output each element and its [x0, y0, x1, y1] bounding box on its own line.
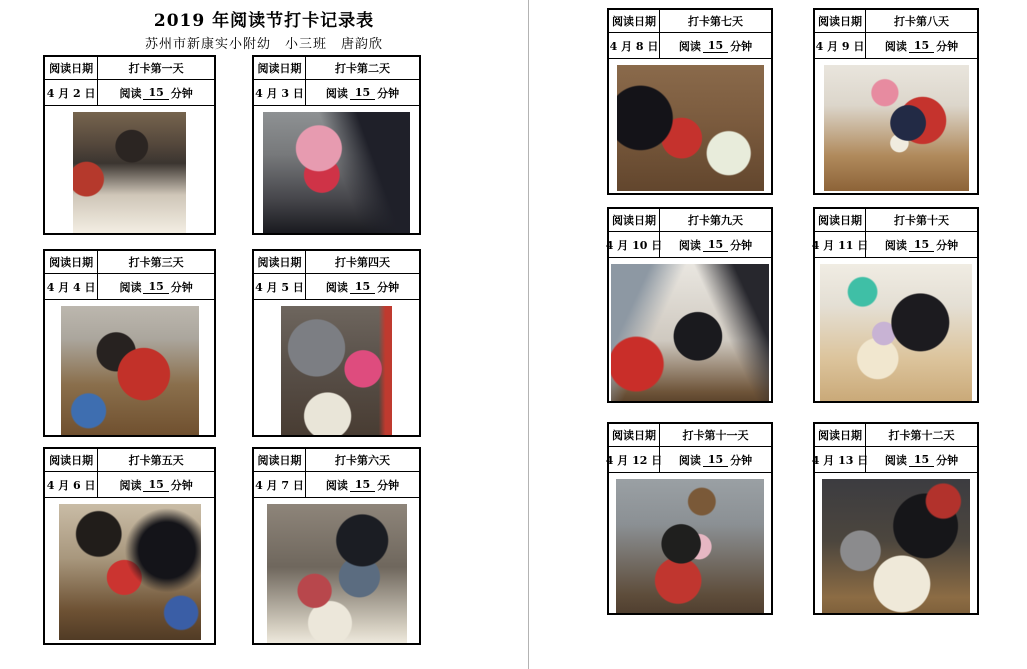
page-divider — [528, 0, 529, 669]
date-value: 4 月 13 日 — [815, 447, 866, 472]
card-header-row — [254, 251, 419, 274]
card-date-row — [605, 232, 771, 258]
checkin-card-day-10 — [813, 207, 979, 403]
minutes-value: 15 — [350, 478, 375, 492]
card-date-row — [254, 472, 419, 498]
date-value: 4 月 12 日 — [609, 447, 660, 472]
minutes-prefix: 阅读 — [119, 280, 142, 294]
date-value: 4 月 11 日 — [815, 232, 866, 257]
minutes-value: 15 — [703, 238, 728, 252]
minutes-prefix: 阅读 — [325, 478, 348, 492]
photo-cell — [609, 59, 771, 193]
reading-date-label: 阅读日期 — [45, 449, 98, 471]
minutes-value: 15 — [350, 280, 375, 294]
minutes-suffix: 分钟 — [730, 453, 753, 467]
minutes-text — [306, 274, 419, 299]
date-value: 4 月 6 日 — [45, 472, 98, 497]
minutes-prefix: 阅读 — [119, 86, 142, 100]
minutes-text — [306, 472, 419, 497]
minutes-prefix: 阅读 — [884, 238, 907, 252]
checkin-card-day-12 — [813, 422, 979, 615]
day-title: 打卡第九天 — [688, 214, 743, 227]
reading-date-label: 阅读日期 — [609, 10, 660, 32]
minutes-prefix: 阅读 — [678, 238, 701, 252]
card-date-row — [609, 33, 771, 59]
card-header-row — [815, 424, 977, 447]
reading-photo-day-5 — [59, 504, 201, 640]
photo-cell — [45, 498, 214, 643]
minutes-suffix: 分钟 — [377, 280, 400, 294]
checkin-card-day-4 — [252, 249, 421, 437]
reading-photo-day-11 — [616, 479, 764, 613]
minutes-value: 15 — [703, 39, 728, 53]
card-header-row — [254, 449, 419, 472]
photo-cell — [254, 106, 419, 233]
date-value: 4 月 10 日 — [609, 232, 660, 257]
card-header-row — [45, 251, 214, 274]
card-date-row — [605, 447, 771, 473]
card-date-row — [254, 80, 419, 106]
minutes-suffix: 分钟 — [170, 478, 193, 492]
minutes-value: 15 — [143, 478, 168, 492]
checkin-card-day-7 — [607, 8, 773, 195]
card-header-row — [45, 449, 214, 472]
card-date-row — [811, 232, 977, 258]
reading-date-label: 阅读日期 — [609, 209, 660, 231]
reading-date-label: 阅读日期 — [609, 424, 660, 446]
minutes-prefix: 阅读 — [884, 453, 907, 467]
card-header-row — [609, 209, 771, 232]
reading-date-label: 阅读日期 — [45, 251, 98, 273]
minutes-text — [660, 447, 771, 472]
minutes-value: 15 — [909, 238, 934, 252]
reading-date-label: 阅读日期 — [815, 209, 866, 231]
reading-photo-day-9 — [611, 264, 769, 401]
minutes-prefix: 阅读 — [678, 39, 701, 53]
checkin-card-day-1 — [43, 55, 216, 235]
checkin-card-day-2 — [252, 55, 421, 235]
minutes-text — [98, 472, 214, 497]
day-title: 打卡第二天 — [334, 62, 390, 75]
minutes-suffix: 分钟 — [170, 86, 193, 100]
minutes-suffix: 分钟 — [936, 39, 959, 53]
card-date-row — [811, 447, 977, 473]
photo-cell — [45, 106, 214, 233]
reading-date-label: 阅读日期 — [254, 57, 306, 79]
photo-cell — [609, 258, 771, 401]
minutes-text — [660, 33, 771, 58]
minutes-text — [866, 232, 977, 257]
reading-date-label: 阅读日期 — [45, 57, 98, 79]
day-title: 打卡第一天 — [128, 62, 184, 75]
card-header-row — [609, 424, 771, 447]
card-date-row — [45, 472, 214, 498]
reading-photo-day-12 — [822, 479, 970, 613]
minutes-value: 15 — [909, 453, 934, 467]
minutes-prefix: 阅读 — [119, 478, 142, 492]
card-date-row — [45, 274, 214, 300]
card-header-row — [609, 10, 771, 33]
reading-photo-day-1 — [73, 112, 186, 233]
minutes-suffix: 分钟 — [377, 86, 400, 100]
minutes-prefix: 阅读 — [325, 86, 348, 100]
reading-date-label: 阅读日期 — [815, 424, 866, 446]
reading-photo-day-7 — [617, 65, 764, 191]
checkin-card-day-11 — [607, 422, 773, 615]
reading-date-label: 阅读日期 — [815, 10, 866, 32]
page-title: 2019 年阅读节打卡记录表 — [153, 11, 375, 31]
date-value: 4 月 7 日 — [254, 472, 306, 497]
minutes-text — [866, 33, 977, 58]
minutes-suffix: 分钟 — [730, 39, 753, 53]
card-date-row — [45, 80, 214, 106]
minutes-value: 15 — [143, 86, 168, 100]
minutes-text — [660, 232, 771, 257]
date-value: 4 月 2 日 — [45, 80, 98, 105]
minutes-text — [98, 80, 214, 105]
photo-cell — [45, 300, 214, 435]
minutes-value: 15 — [143, 280, 168, 294]
minutes-text — [98, 274, 214, 299]
card-header-row — [815, 10, 977, 33]
day-title: 打卡第八天 — [894, 15, 949, 28]
day-title: 打卡第十一天 — [682, 429, 749, 442]
reading-photo-day-8 — [824, 65, 969, 191]
day-title: 打卡第四天 — [334, 256, 390, 269]
minutes-value: 15 — [909, 39, 934, 53]
date-value: 4 月 5 日 — [254, 274, 306, 299]
checkin-card-day-3 — [43, 249, 216, 437]
reading-photo-day-2 — [263, 112, 410, 233]
day-title: 打卡第三天 — [128, 256, 184, 269]
minutes-prefix: 阅读 — [678, 453, 701, 467]
reading-photo-day-3 — [61, 306, 199, 435]
reading-date-label: 阅读日期 — [254, 251, 306, 273]
minutes-suffix: 分钟 — [936, 238, 959, 252]
day-title: 打卡第十二天 — [888, 429, 955, 442]
date-value: 4 月 4 日 — [45, 274, 98, 299]
minutes-suffix: 分钟 — [730, 238, 753, 252]
card-header-row — [254, 57, 419, 80]
date-value: 4 月 3 日 — [254, 80, 306, 105]
minutes-prefix: 阅读 — [325, 280, 348, 294]
minutes-suffix: 分钟 — [170, 280, 193, 294]
reading-photo-day-10 — [820, 264, 972, 401]
photo-cell — [815, 258, 977, 401]
checkin-card-day-6 — [252, 447, 421, 645]
minutes-text — [866, 447, 977, 472]
minutes-suffix: 分钟 — [936, 453, 959, 467]
day-title: 打卡第十天 — [894, 214, 949, 227]
page-subtitle: 苏州市新康实小附幼 小三班 唐韵欣 — [144, 37, 383, 52]
day-title: 打卡第五天 — [128, 454, 184, 467]
day-title: 打卡第七天 — [688, 15, 743, 28]
minutes-text — [306, 80, 419, 105]
checkin-card-day-5 — [43, 447, 216, 645]
card-date-row — [254, 274, 419, 300]
card-date-row — [815, 33, 977, 59]
minutes-suffix: 分钟 — [377, 478, 400, 492]
reading-date-label: 阅读日期 — [254, 449, 306, 471]
date-value: 4 月 8 日 — [609, 33, 660, 58]
card-header-row — [45, 57, 214, 80]
minutes-prefix: 阅读 — [884, 39, 907, 53]
photo-cell — [815, 59, 977, 193]
card-header-row — [815, 209, 977, 232]
checkin-card-day-9 — [607, 207, 773, 403]
day-title: 打卡第六天 — [334, 454, 390, 467]
photo-cell — [815, 473, 977, 613]
photo-cell — [609, 473, 771, 613]
reading-photo-day-4 — [281, 306, 392, 435]
minutes-value: 15 — [703, 453, 728, 467]
reading-photo-day-6 — [267, 504, 407, 643]
checkin-card-day-8 — [813, 8, 979, 195]
minutes-value: 15 — [350, 86, 375, 100]
date-value: 4 月 9 日 — [815, 33, 866, 58]
photo-cell — [254, 498, 419, 643]
photo-cell — [254, 300, 419, 435]
